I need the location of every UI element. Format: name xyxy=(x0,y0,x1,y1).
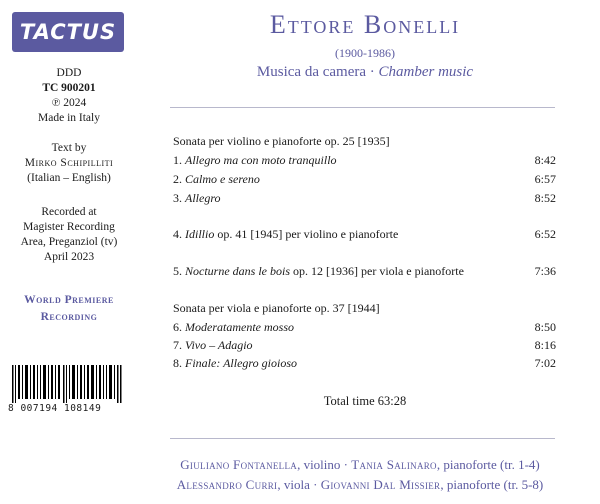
track-time: 6:57 xyxy=(534,172,556,186)
phonogram-year: ℗ 2024 xyxy=(51,97,87,109)
track-number: 5. xyxy=(173,264,185,278)
composer-name: Ettore Bonelli xyxy=(269,10,461,39)
tactus-logo xyxy=(12,12,124,52)
recording-label: Recording xyxy=(40,311,98,323)
track-row xyxy=(173,153,556,168)
track-time: 8:42 xyxy=(534,153,556,167)
track-number: 7. xyxy=(173,338,185,352)
track-title: Allegro xyxy=(185,191,221,205)
track-row xyxy=(173,191,556,206)
top-divider xyxy=(170,107,555,108)
track-row xyxy=(173,264,556,279)
languages: (Italian – English) xyxy=(27,172,111,184)
performer-name: Tania Salinaro xyxy=(351,457,437,472)
performer-role: , pianoforte (tr. 5-8) xyxy=(440,477,544,492)
track-time: 8:52 xyxy=(534,191,556,205)
recorded-place: Magister Recording xyxy=(23,221,115,233)
track-number: 6. xyxy=(173,320,185,334)
world-premiere: World Premiere xyxy=(24,294,114,306)
bottom-divider xyxy=(170,438,555,439)
logo-text: TACTUS xyxy=(19,20,117,44)
performer-name: Giuliano Fontanella xyxy=(180,457,298,472)
text-by-name: Mirko Schipilliti xyxy=(24,157,114,169)
credit-line-1 xyxy=(150,457,570,473)
track-title: Nocturne dans le bois xyxy=(185,264,290,278)
track-details: op. 41 [1945] per violino e pianoforte xyxy=(214,227,399,241)
barcode-digits: 8 007194 108149 xyxy=(8,403,102,414)
track-row xyxy=(173,356,556,371)
track-title: Vivo – Adagio xyxy=(185,338,253,352)
track-time: 8:50 xyxy=(534,320,556,334)
track-title: Moderatamente mosso xyxy=(185,320,294,334)
catalog-number: TC 900201 xyxy=(42,82,96,94)
recorded-area: Area, Preganziol (tv) xyxy=(20,236,118,248)
performer-name: Alessandro Curri xyxy=(176,477,278,492)
track-row xyxy=(173,338,556,353)
subtitle-italian: Musica da camera xyxy=(256,64,367,80)
composer-dates: (1900-1986) xyxy=(335,46,395,60)
track-number: 4. xyxy=(173,227,185,241)
recorded-date: April 2023 xyxy=(43,251,95,263)
total-time: Total time 63:28 xyxy=(323,394,407,408)
track-number: 2. xyxy=(173,172,185,186)
track-title: Calmo e sereno xyxy=(185,172,260,186)
subtitle-separator: · xyxy=(366,64,379,80)
track-time: 7:02 xyxy=(534,356,556,370)
text-by-label: Text by xyxy=(51,142,87,154)
recorded-label: Recorded at xyxy=(41,206,97,218)
track-details: op. 12 [1936] per viola e pianoforte xyxy=(290,264,464,278)
track-time: 6:52 xyxy=(534,227,556,241)
credit-line-2 xyxy=(150,477,570,493)
track-time: 7:36 xyxy=(534,264,556,278)
group2-title: Sonata per viola e pianoforte op. 37 [1944] xyxy=(173,301,380,315)
track-row xyxy=(173,227,556,242)
track-row xyxy=(173,172,556,187)
track-number: 1. xyxy=(173,153,185,167)
performer-role: , violino · xyxy=(297,457,352,472)
track-number: 3. xyxy=(173,191,185,205)
barcode xyxy=(12,365,124,403)
made-in: Made in Italy xyxy=(38,112,100,124)
album-subtitle xyxy=(170,64,560,81)
performer-role: , viola · xyxy=(277,477,321,492)
track-title: Finale: Allegro gioioso xyxy=(185,356,297,370)
performer-role: , pianoforte (tr. 1-4) xyxy=(436,457,540,472)
track-time: 8:16 xyxy=(534,338,556,352)
track-title: Idillio xyxy=(185,227,215,241)
ddd-label: DDD xyxy=(56,67,82,79)
track-row xyxy=(173,320,556,335)
group1-title: Sonata per violino e pianoforte op. 25 [1935] xyxy=(173,134,390,148)
subtitle-english: Chamber music xyxy=(378,64,474,80)
performer-name: Giovanni Dal Missier xyxy=(320,477,441,492)
track-number: 8. xyxy=(173,356,185,370)
track-title: Allegro ma con moto tranquillo xyxy=(185,153,337,167)
